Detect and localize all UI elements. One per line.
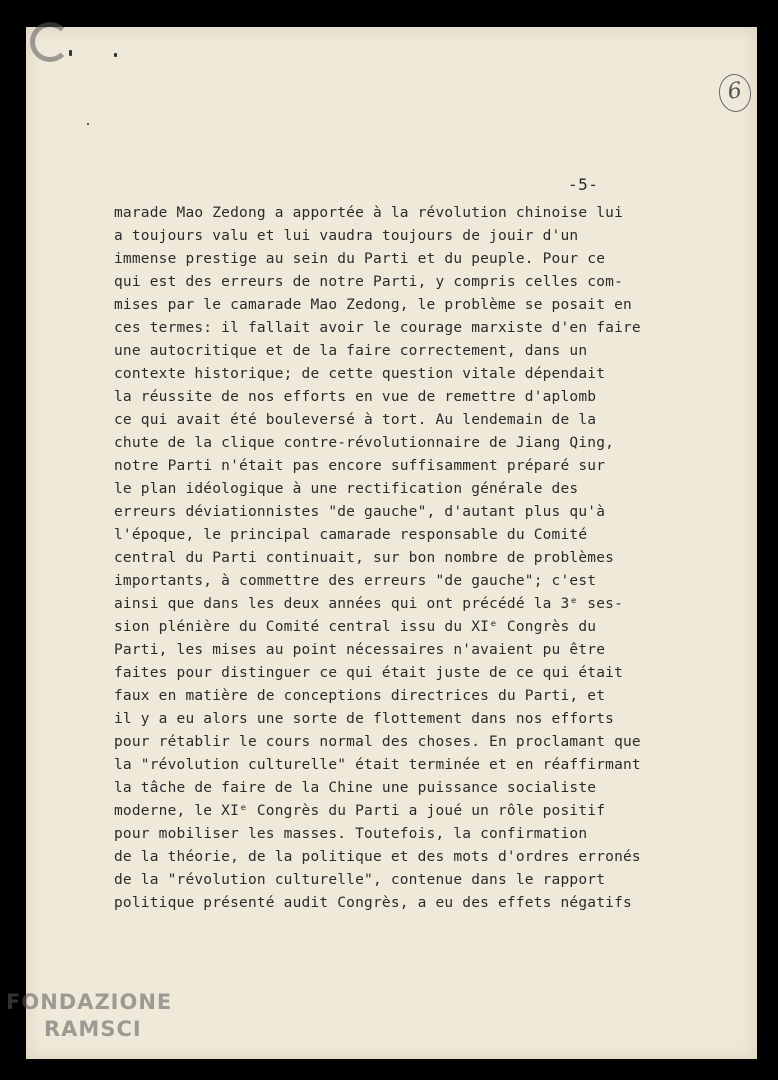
page-number: -5-	[568, 175, 599, 194]
text-line: la réussite de nos efforts en vue de remettre d'aplomb	[114, 389, 597, 405]
handwritten-page-number: 6	[717, 72, 754, 114]
watermark-line1: FONDAZIONE	[6, 990, 173, 1014]
text-line: contexte historique; de cette question vitale dépendait	[114, 366, 606, 382]
text-line: de la "révolution culturelle", contenue dans le rapport	[114, 872, 606, 888]
text-line: marade Mao Zedong a apportée à la révolution chinoise lui	[114, 205, 623, 221]
text-line: pour rétablir le cours normal des choses. En proclamant que	[114, 734, 641, 750]
text-line: notre Parti n'était pas encore suffisamment préparé sur	[114, 458, 606, 474]
text-line: moderne, le XIᵉ Congrès du Parti a joué un rôle positif	[114, 803, 606, 819]
watermark-g-logo	[30, 22, 70, 62]
text-line: a toujours valu et lui vaudra toujours de jouir d'un	[114, 228, 579, 244]
text-line: une autocritique et de la faire correctement, dans un	[114, 343, 588, 359]
ink-speck	[87, 123, 89, 125]
text-line: il y a eu alors une sorte de flottement dans nos efforts	[114, 711, 615, 727]
text-line: la "révolution culturelle" était terminée et en réaffirmant	[114, 757, 641, 773]
typewritten-body	[114, 202, 684, 915]
text-line: faux en matière de conceptions directrices du Parti, et	[114, 688, 606, 704]
text-line: mises par le camarade Mao Zedong, le problème se posait en	[114, 297, 632, 313]
text-line: ainsi que dans les deux années qui ont précédé la 3ᵉ ses-	[114, 596, 623, 612]
text-line: immense prestige au sein du Parti et du peuple. Pour ce	[114, 251, 606, 267]
text-line: le plan idéologique à une rectification générale des	[114, 481, 579, 497]
text-line: sion plénière du Comité central issu du XIᵉ Congrès du	[114, 619, 597, 635]
text-line: faites pour distinguer ce qui était juste de ce qui était	[114, 665, 623, 681]
text-line: l'époque, le principal camarade responsable du Comité	[114, 527, 588, 543]
text-line: pour mobiliser les masses. Toutefois, la confirmation	[114, 826, 588, 842]
text-line: qui est des erreurs de notre Parti, y compris celles com-	[114, 274, 623, 290]
text-line: chute de la clique contre-révolutionnaire de Jiang Qing,	[114, 435, 615, 451]
text-line: importants, à commettre des erreurs "de gauche"; c'est	[114, 573, 597, 589]
text-line: de la théorie, de la politique et des mots d'ordres erronés	[114, 849, 641, 865]
text-line: la tâche de faire de la Chine une puissance socialiste	[114, 780, 597, 796]
watermark-logo	[6, 992, 172, 1040]
text-line: ce qui avait été bouleversé à tort. Au lendemain de la	[114, 412, 597, 428]
ink-speck	[114, 53, 117, 57]
text-line: Parti, les mises au point nécessaires n'avaient pu être	[114, 642, 606, 658]
text-line: erreurs déviationnistes "de gauche", d'autant plus qu'à	[114, 504, 606, 520]
text-line: central du Parti continuait, sur bon nombre de problèmes	[114, 550, 615, 566]
watermark-line2: RAMSCI	[44, 1017, 142, 1041]
text-line: politique présenté audit Congrès, a eu des effets négatifs	[114, 895, 632, 911]
ink-speck	[69, 50, 72, 56]
text-line: ces termes: il fallait avoir le courage marxiste d'en faire	[114, 320, 641, 336]
